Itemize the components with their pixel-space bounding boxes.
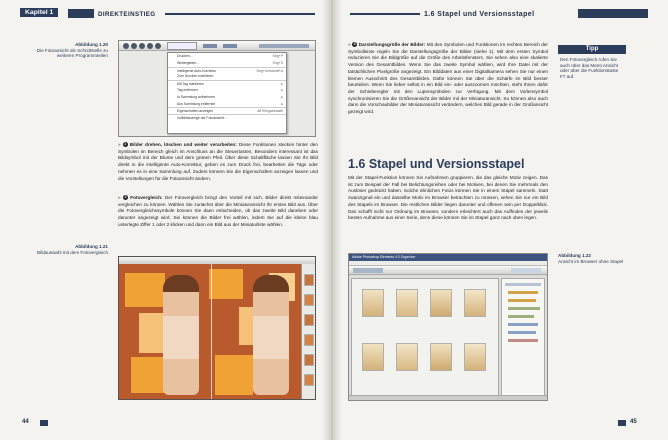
flower-arrow-button[interactable]: [167, 42, 197, 50]
menu-shortcut: ▸: [281, 101, 283, 106]
menu-shortcut: ▸: [281, 94, 283, 99]
marker-number: 3: [353, 42, 356, 47]
header-rule-right: [350, 13, 420, 15]
thumbnail[interactable]: [304, 354, 314, 366]
menu-item-fullscreen[interactable]: [168, 114, 286, 121]
window-title: Adobe Photoshop Elements 4.0 Organizer: [349, 254, 547, 261]
delete-icon[interactable]: [223, 44, 237, 48]
menu-label: Weitergeben...: [177, 60, 199, 65]
menu-label: Drucken...: [177, 54, 193, 58]
menu-label: In Sammlung aufnehmen: [177, 94, 215, 99]
photo-thumbnail[interactable]: [464, 289, 486, 317]
caption-text: Ansicht im Browser ohne Stapel: [558, 258, 624, 264]
paragraph-heading: Fotovergleich:: [130, 195, 163, 200]
menu-shortcut: Strg+Umschalt+A: [256, 68, 283, 73]
menu-item-print[interactable]: [168, 53, 286, 60]
toolbar-icon[interactable]: [139, 43, 145, 49]
model-figure-right: [253, 275, 289, 395]
photo-thumbnail[interactable]: [430, 343, 452, 371]
menu-shortcut: ▸: [281, 87, 283, 92]
figure-caption-1-21: [28, 244, 108, 255]
caption-text: Die Fotoansicht als Schnittstelle zu weiteren Programmteilen: [36, 47, 108, 59]
paragraph-text: Diese Funktionen stecken hinter den Symbolen im Bereich gleich im Anschluss an die Steuertasten. Besonders interessant ist das Bildsymbol mit der Blume und dem grünen Pfeil. Über diese Schaltfläche lassen Sie Ihr Bild direkt in die intelligente Auto-Korrektur, geben es zum Druck frei, bearbeiten die Tags oder nehmen es in eine Sammlung auf. Zudem können Sie die Eigenschaften anzeigen lassen und die Vorstellungen für die Fotoansicht ändern.: [118, 142, 318, 181]
paragraph-stacks: [348, 175, 548, 222]
paragraph-heading: Bilder drehen, löschen und weiter verarbeiten:: [129, 142, 237, 147]
toolbar-buttons[interactable]: [353, 268, 383, 273]
photo-thumbnail[interactable]: [396, 289, 418, 317]
header-rule-left: [165, 13, 315, 15]
page-bar-left: [40, 420, 48, 426]
header-left-title: DIREKTEINSTIEG: [98, 11, 156, 18]
menu-label: Tag entfernen: [177, 87, 198, 92]
thumbnail[interactable]: [304, 314, 314, 326]
photo-thumbnail[interactable]: [362, 343, 384, 371]
menu-shortcut: Strg+S: [272, 60, 283, 65]
page-number-right: 45: [630, 419, 637, 425]
menu-item-tag[interactable]: [168, 80, 286, 87]
thumbnail-strip: [301, 264, 315, 399]
menu-item-properties[interactable]: [168, 107, 286, 114]
toolbar-icon[interactable]: [147, 43, 153, 49]
page-number-left: 44: [22, 419, 29, 425]
toolbar-icon[interactable]: [155, 43, 161, 49]
marker-number: 2: [124, 195, 127, 200]
figure-caption-1-22: [558, 253, 630, 264]
status-bar: [349, 395, 547, 400]
compare-toolbar: [119, 257, 315, 264]
header-right-title: 1.6 Stapel und Versionsstapel: [424, 11, 535, 18]
photo-compare-image: [118, 256, 316, 400]
menu-label: Aus Sammlung entfernen: [177, 101, 216, 106]
menu-shortcut: ▸: [281, 82, 283, 87]
tip-text: Den Fotovergleich rufen Sie auch über das Menü Ansicht oder über die Funktionstaste F7 auf.: [560, 57, 619, 79]
menu-item-mark-print[interactable]: [168, 73, 286, 80]
thumbnail[interactable]: [304, 294, 314, 306]
figure-caption-1-20: [28, 42, 108, 59]
toolbar-icon[interactable]: [131, 43, 137, 49]
menu-item-auto-fix[interactable]: [168, 67, 286, 74]
menu-label: Mit Tag markieren: [177, 82, 204, 87]
toolbar: [119, 41, 315, 51]
menu-item-share[interactable]: [168, 60, 286, 67]
paragraph-display-size: » 3 Darstellungsgröße der Bilder: Mit den Symbolen und Funktionen im rechten Bereich der Symbolleiste regeln Sie die Darstellungsgröße der Bilder (siehe 1). Mit dem ersten Symbol reduzieren Sie die Bildgröße auf die Größe des Arbeitsfensters. Sie sehen also eine skalierte Version des Gesamtbildes. Wenn Sie das zweite Symbol wählen, wird Ihre Datei mit der tatsächlichen Pixelgröße angezeigt. Ein Bilddaten aus einer Digitalkamera sehen Sie nur einen kleinen Ausschnitt des Gesamtbildes. Dafür können Sie über die Schärfe im Bild besser beurteilen. Wenn Sie lieber selbst in ein Bild ein- oder auszoomen möchten, steht Ihnen dafür der Schieberegler mit den Lupensymbolen zur Verfügung. Mit dem Vorlensymbol synchronisieren Sie die Größenansicht der Bilder mit der Miniaturansicht. So können also auch dann die Vorschaubilder der Miniaturansicht verändern, welches Bild gerade in der Großansicht gezeigt wird.: [348, 42, 548, 115]
header-bar-right: [578, 9, 648, 18]
header-bar-left: [68, 9, 94, 18]
menu-item-remove-collection[interactable]: [168, 101, 286, 108]
search-field[interactable]: [511, 268, 541, 273]
menu-shortcut: Alt+Eingabetaste: [257, 109, 283, 114]
photo-grid: [351, 278, 499, 396]
caption-label: Abbildung 1.21: [75, 244, 108, 249]
screenshot-photo-view-menu: [118, 40, 316, 137]
context-menu: [167, 52, 287, 134]
thumbnail[interactable]: [304, 334, 314, 346]
section-heading: 1.6 Stapel und Versionsstapel: [348, 157, 525, 171]
thumbnail[interactable]: [304, 274, 314, 286]
tip-title: Tipp: [558, 45, 626, 54]
photo-thumbnail[interactable]: [396, 343, 418, 371]
paragraph-text: Mit den Symbolen und Funktionen im rechten Bereich der Symbolleiste regeln Sie die Darstellungsgröße der Bilder (siehe 1). Mit dem ersten Symbol reduzieren Sie die Bildgröße auf die Größe des Arbeitsfensters. Sie sehen also eine skalierte Version des Gesamtbildes. Wenn Sie das zweite Symbol wählen, wird Ihre Datei mit der tatsächlichen Pixelgröße angezeigt. Ein Bilddaten aus einer Digitalkamera sehen Sie nur einen kleinen Ausschnitt des Gesamtbildes. Dafür können Sie über die Schärfe im Bild besser beurteilen. Wenn Sie lieber selbst in ein Bild ein- oder auszoomen möchten, steht Ihnen dafür der Schieberegler mit den Lupensymbolen zur Verfügung. Mit dem Vorlensymbol synchronisieren Sie die Größenansicht der Bilder mit der Miniaturansicht. So können also auch dann die Vorschaubilder der Miniaturansicht verändern, welches Bild gerade in der Großansicht gezeigt wird.: [348, 42, 548, 115]
menu-item-add-collection[interactable]: [168, 94, 286, 101]
paragraph-text: Der Fotovergleich bringt den Vorteil mit sich, Bilder direkt miteinander vergleichen zu können. Wählen Sie zunächst über die Miniaturansicht Ihr erstes Bild aus. Über die Fotovergleichssymbole können Sie dann entscheiden, ob das zweite Bild daneben oder darunter angezeigt wird. Sie können die Bilder frei wählen, indem Sie auf die kleine blau unterlegte Ziffer 1 oder 2 klicken und dann ein Bild aus der Miniaturliste wählen.: [118, 195, 318, 227]
paragraph-heading: Darstellungsgröße der Bilder:: [358, 42, 426, 47]
paragraph-rotate-delete: » 1 Bilder drehen, löschen und weiter verarbeiten: Diese Funktionen stecken hinter den Symbolen im Bereich gleich im Anschluss an die Steuertasten. Besonders interessant ist das Bildsymbol mit der Blume und dem grünen Pfeil. Über diese Schaltfläche lassen Sie Ihr Bild direkt in die intelligente Auto-Korrektur, geben es zum Druck frei, bearbeiten die Tags oder nehmen es in eine Sammlung auf. Zudem können Sie die Eigenschaften anzeigen lassen und die Vorstellungen für die Fotoansicht ändern.: [118, 142, 318, 181]
photo-thumbnail[interactable]: [430, 289, 452, 317]
tags-panel: [501, 278, 545, 396]
menu-label: Zum Drucken markieren: [177, 74, 214, 79]
rotate-icon[interactable]: [203, 44, 217, 48]
caption-label: Abbildung 1.22: [558, 253, 591, 258]
menu-label: Eigenschaften anzeigen: [177, 109, 214, 114]
caption-text: Bildauswahl mit dem Fotovergleich: [37, 249, 108, 255]
caption-label: Abbildung 1.20: [75, 42, 108, 47]
paragraph-photo-compare: » 2 Fotovergleich: Der Fotovergleich bringt den Vorteil mit sich, Bilder direkt miteinander vergleichen zu können. Wählen Sie zunächst über die Miniaturansicht Ihr erstes Bild aus. Über die Fotovergleichssymbole können Sie dann entscheiden, ob das zweite Bild daneben oder darunter angezeigt wird. Sie können die Bilder frei wählen, indem Sie auf die kleine blau unterlegte Ziffer 1 oder 2 klicken und dann ein Bild aus der Miniaturliste wählen.: [118, 195, 318, 227]
paragraph-text: Mit der Stapel-Funktion können Sie Aufnahmen gruppieren, die das gleiche Motiv zeigen. Das ist zum Beispiel der Fall bei Belichtungsreihen oder bei Motiven, bei denen Sie mehrmals den Auslöser gedrückt haben. Solche ähnlichen Fotos können Sie in einem Stapel sammeln. Statt zwanzigmal ein und dasselbe Motiv im Browser betrachten zu müssen, sehen Sie nur ein Bild des Stapels im Browser. Die restlichen Bilder liegen darunter und offenen sein per Doppelklick. Das schafft nicht nur Ordnung im Browser, sondern erleichtert auch das Auffinden der jeweils besten Aufnahme aus einer Serie, denn diese können Sie im Stapel ganz nach oben legen.: [348, 175, 548, 221]
thumbnail[interactable]: [304, 374, 314, 386]
toolbar-icon[interactable]: [123, 43, 129, 49]
marker-number: 1: [124, 142, 127, 147]
tip-box: [558, 45, 626, 82]
photo-thumbnail[interactable]: [362, 289, 384, 317]
page-bar-right: [618, 420, 626, 426]
menu-label: Vollbildanzeige der Fotoansicht...: [177, 116, 227, 121]
menu-shortcut: Strg+P: [272, 54, 283, 58]
photo-thumbnail[interactable]: [464, 343, 486, 371]
chapter-label: Kapitel 1: [20, 8, 58, 17]
page-gutter: [322, 0, 342, 440]
zoom-slider[interactable]: [259, 44, 309, 48]
model-figure-left: [163, 275, 199, 395]
menu-label: Intelligente Auto-Korrektur: [177, 68, 217, 73]
menu-item-remove-tag[interactable]: [168, 87, 286, 94]
browser-toolbar: [349, 266, 547, 275]
screenshot-organizer-browser: [348, 253, 548, 401]
